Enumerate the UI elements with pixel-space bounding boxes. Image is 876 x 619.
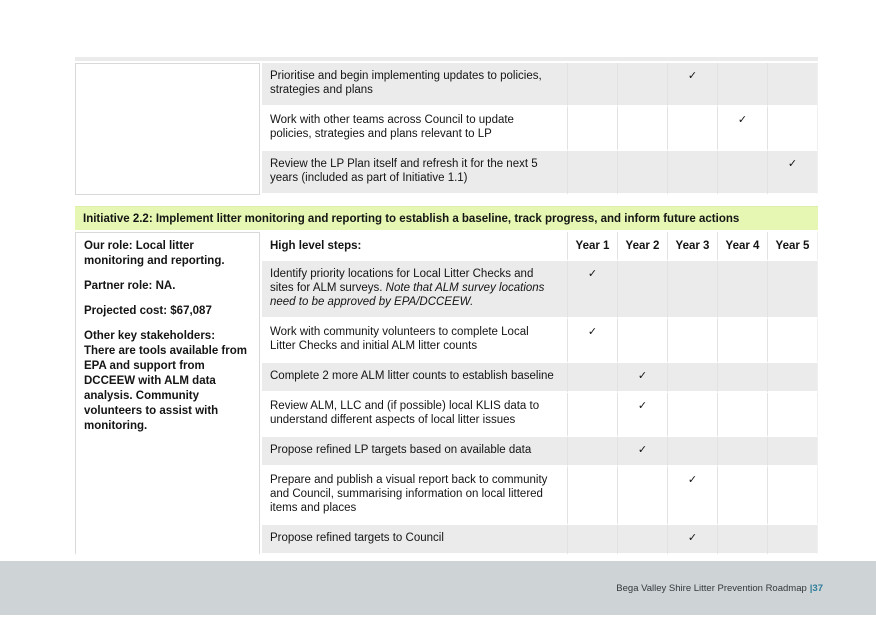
check-cell <box>618 363 668 393</box>
initiative-title: Initiative 2.2: Implement litter monitoring and reporting to establish a baseline, track progress, and inform future actions <box>83 212 740 225</box>
year-cell <box>768 107 818 151</box>
year-cell <box>718 261 768 319</box>
year-cell <box>768 467 818 525</box>
year-cell <box>668 437 718 467</box>
year-cell <box>568 437 618 467</box>
step-note-italic: Note that ALM survey locations need to be approved by EPA/DCCEEW. <box>270 282 545 308</box>
year-header: Year 1 <box>568 232 618 261</box>
step-cell: Complete 2 more ALM litter counts to establish baseline <box>260 363 568 393</box>
year-cell <box>768 319 818 363</box>
checkmark-icon: ✓ <box>687 474 698 486</box>
year-cell <box>718 393 768 437</box>
footer-page-ref: |37 <box>809 582 823 594</box>
year-cell <box>768 437 818 467</box>
year-cell <box>618 467 668 525</box>
checkmark-icon: ✓ <box>587 268 598 280</box>
year-cell <box>768 393 818 437</box>
year-cell <box>718 63 768 107</box>
initiative-info-cell <box>75 232 260 555</box>
year-header: Year 4 <box>718 232 768 261</box>
year-cell <box>618 319 668 363</box>
year-cell <box>568 107 618 151</box>
year-cell <box>618 63 668 107</box>
year-cell <box>568 63 618 107</box>
check-cell <box>718 107 768 151</box>
year-cell <box>668 107 718 151</box>
step-cell: Review ALM, LLC and (if possible) local KLIS data to understand different aspects of local litter issues <box>260 393 568 437</box>
steps-table <box>75 232 818 555</box>
step-cell: Prioritise and begin implementing updates to policies, strategies and plans <box>260 63 568 107</box>
info-block: Other key stakeholders: There are tools available from EPA and support from DCCEEW with ALM data analysis. Community volunteers to assist with monitoring. <box>84 330 247 432</box>
info-block: Projected cost: $67,087 <box>84 305 212 317</box>
check-cell <box>768 151 818 195</box>
year-cell <box>668 319 718 363</box>
steps-header-cell: High level steps: <box>260 232 568 261</box>
initiative-header <box>75 206 818 230</box>
footer-text: Bega Valley Shire Litter Prevention Roadmap <box>616 582 807 594</box>
checkmark-icon: ✓ <box>637 400 648 412</box>
year-cell <box>568 467 618 525</box>
year-header: Year 2 <box>618 232 668 261</box>
year-cell <box>568 363 618 393</box>
checkmark-icon: ✓ <box>587 326 598 338</box>
previous-row-sliver <box>75 57 818 61</box>
year-header: Year 3 <box>668 232 718 261</box>
checkmark-icon: ✓ <box>637 370 648 382</box>
year-cell <box>568 393 618 437</box>
check-cell <box>618 437 668 467</box>
step-cell: Review the LP Plan itself and refresh it for the next 5 years (included as part of Initiative 1.1) <box>260 151 568 195</box>
year-cell <box>668 363 718 393</box>
year-cell <box>768 63 818 107</box>
step-cell: Prepare and publish a visual report back to community and Council, summarising information on local littered items and places <box>260 467 568 525</box>
year-cell <box>568 525 618 555</box>
year-cell <box>668 151 718 195</box>
info-block: Partner role: NA. <box>84 280 176 292</box>
check-cell <box>568 319 618 363</box>
info-block-label: Other key stakeholders: <box>84 330 216 342</box>
year-cell <box>568 151 618 195</box>
continuation-table <box>75 63 818 195</box>
info-block: Our role: Local litter monitoring and reporting. <box>84 240 225 267</box>
year-cell <box>718 467 768 525</box>
year-cell <box>768 261 818 319</box>
step-cell: Work with other teams across Council to update policies, strategies and plans relevant to LP <box>260 107 568 151</box>
step-cell: Work with community volunteers to complete Local Litter Checks and initial ALM litter counts <box>260 319 568 363</box>
info-block-label: Partner role: <box>84 280 153 292</box>
year-cell <box>768 525 818 555</box>
info-block-label: Projected cost: <box>84 305 168 317</box>
table-row <box>75 63 818 107</box>
year-cell <box>718 363 768 393</box>
year-cell <box>718 437 768 467</box>
year-header: Year 5 <box>768 232 818 261</box>
year-cell <box>718 525 768 555</box>
step-cell: Identify priority locations for Local Litter Checks and sites for ALM surveys. Note that ALM survey locations need to be approved by EPA/DCCEEW. <box>260 261 568 319</box>
step-cell: Propose refined LP targets based on available data <box>260 437 568 467</box>
year-cell <box>768 363 818 393</box>
checkmark-icon: ✓ <box>637 444 648 456</box>
checkmark-icon: ✓ <box>737 114 748 126</box>
checkmark-icon: ✓ <box>787 158 798 170</box>
check-cell <box>568 261 618 319</box>
checkmark-icon: ✓ <box>687 70 698 82</box>
check-cell <box>618 393 668 437</box>
check-cell <box>668 525 718 555</box>
footer-band <box>0 561 876 615</box>
year-cell <box>618 107 668 151</box>
year-cell <box>718 319 768 363</box>
check-cell <box>668 467 718 525</box>
checkmark-icon: ✓ <box>687 532 698 544</box>
year-cell <box>718 151 768 195</box>
year-cell <box>668 261 718 319</box>
step-cell: Propose refined targets to Council <box>260 525 568 555</box>
year-cell <box>618 525 668 555</box>
initiative-info-cell-empty <box>75 63 260 195</box>
steps-table-header-row <box>75 232 818 261</box>
year-cell <box>668 393 718 437</box>
year-cell <box>618 261 668 319</box>
info-block-label: Our role: <box>84 240 133 252</box>
check-cell <box>668 63 718 107</box>
year-cell <box>618 151 668 195</box>
